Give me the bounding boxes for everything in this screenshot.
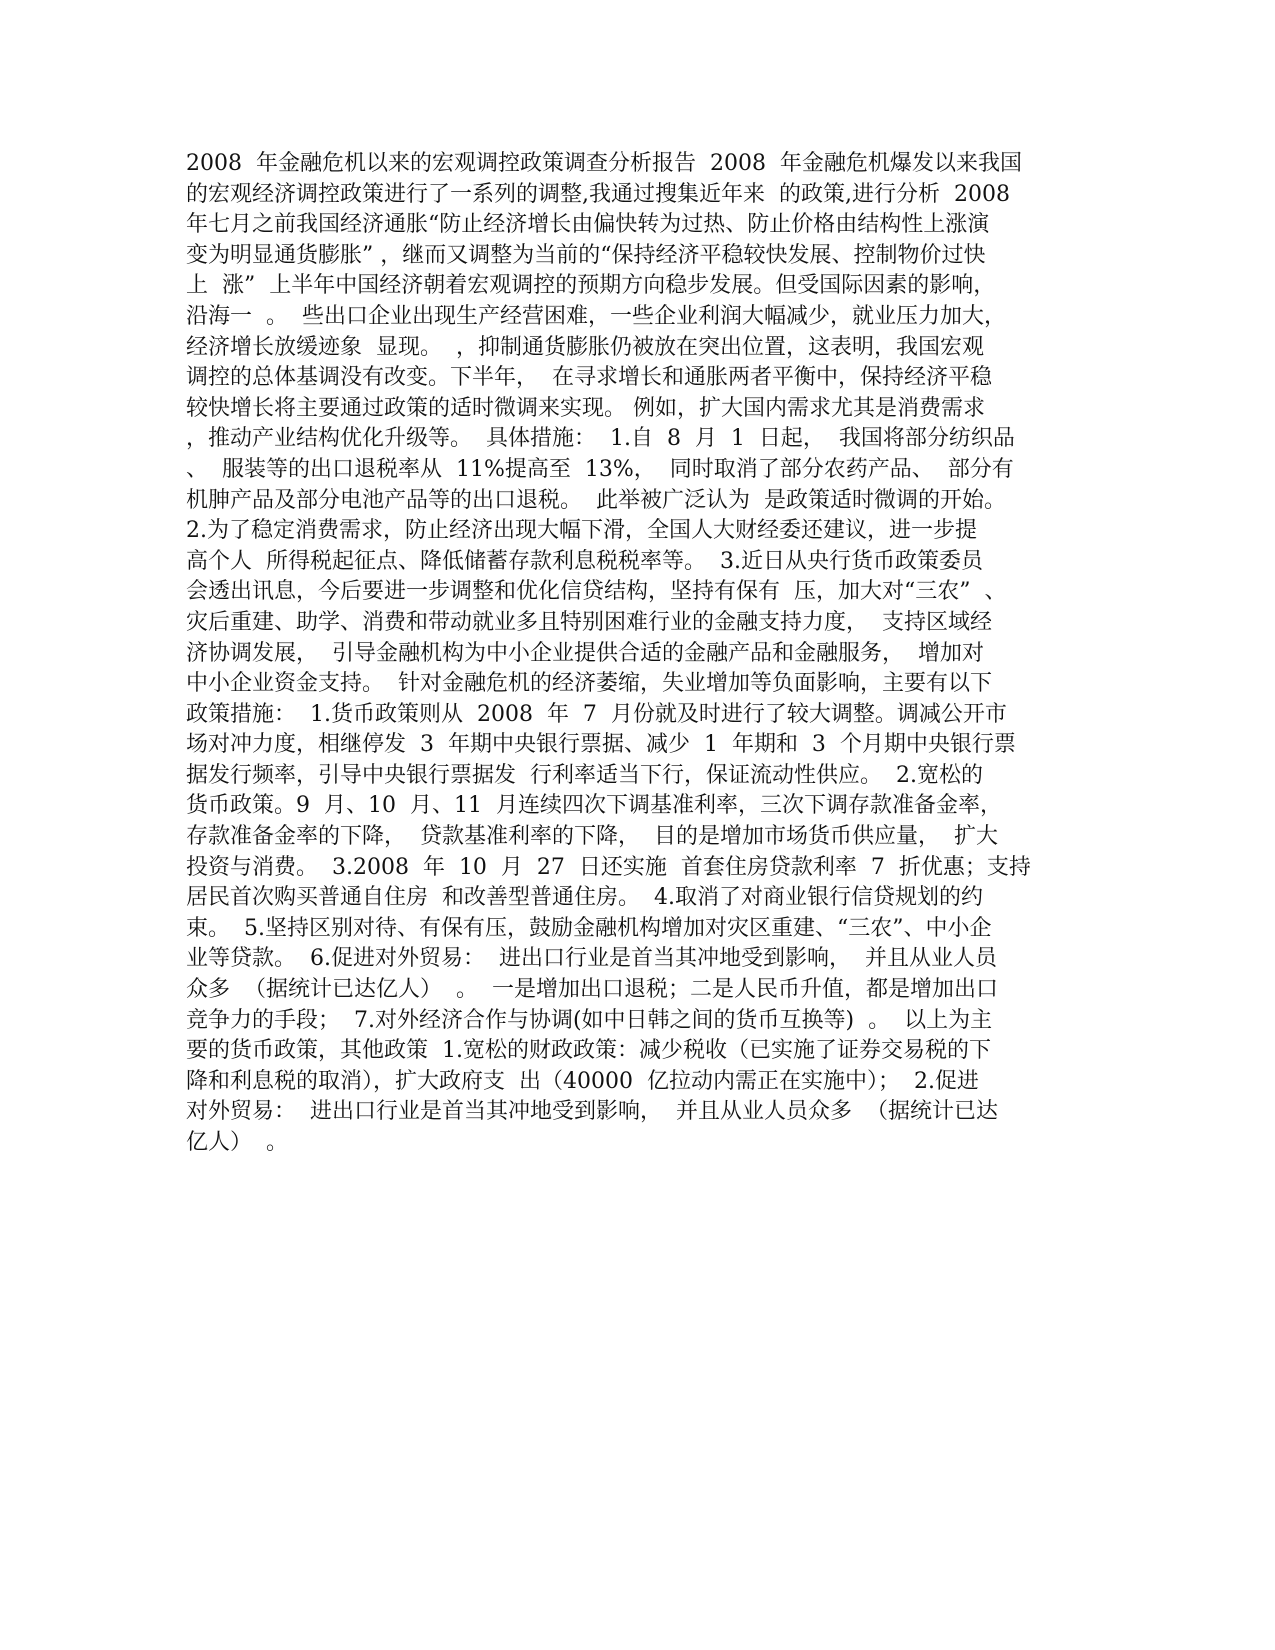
text-line: 束。 5.坚持区别对待、有保有压，鼓励金融机构增加对灾区重建、“三农”、中小企 [186,915,992,941]
text-line: 对外贸易： 进出口行业是首当其冲地受到影响， 并且从业人员众多 （据统计已达 [186,1099,998,1125]
text-line: 存款准备金率的下降， 贷款基准利率的下降， 目的是增加市场货币供应量， 扩大 [186,824,998,850]
text-line: 竞争力的手段； 7.对外经济合作与协调(如中日韩之间的货币互换等) 。 以上为主 [186,1007,993,1033]
text-line: 年七月之前我国经济通胀“防止经济增长由偏快转为过热、防止价格由结构性上涨演 [186,212,990,238]
text-line: 上 涨” 上半年中国经济朝着宏观调控的预期方向稳步发展。但受国际因素的影响， [186,273,996,299]
text-line: 调控的总体基调没有改变。下半年， 在寻求增长和通胀两者平衡中，保持经济平稳 [186,365,992,391]
text-line: 场对冲力度，相继停发 3 年期中央银行票据、减少 1 年期和 3 个月期中央银行票 [186,732,1016,758]
body-text [186,149,1091,1159]
text-line: 业等贷款。 6.促进对外贸易： 进出口行业是首当其冲地受到影响， 并且从业人员 [186,946,997,972]
text-line: 政策措施： 1.货币政策则从 2008 年 7 月份就及时进行了较大调整。调减公开市 [186,701,1007,727]
text-line: 2008 年金融危机以来的宏观调控政策调查分析报告 2008 年金融危机爆发以来我国 [186,151,1022,176]
text-line: 济协调发展， 引导金融机构为中小企业提供合适的金融产品和金融服务， 增加对 [186,640,984,666]
text-line: 灾后重建、助学、消费和带动就业多且特别困难行业的金融支持力度， 支持区域经 [186,609,992,635]
text-line: 、 服装等的出口退税率从 11%提高至 13%， 同时取消了部分农药产品、 部分有 [186,456,1014,482]
text-line: 经济增长放缓迹象 显现。 ，抑制通货膨胀仍被放在突出位置，这表明，我国宏观 [186,334,984,360]
text-line: 居民首次购买普通自住房 和改善型普通住房。 4.取消了对商业银行信贷规划的约 [186,885,983,911]
text-line: 中小企业资金支持。 针对金融危机的经济萎缩，失业增加等负面影响，主要有以下 [186,671,992,697]
text-line: 变为明显通货膨胀” ，继而又调整为当前的“保持经济平稳较快发展、控制物价过快 [186,242,986,268]
text-line: 较快增长将主要通过政策的适时微调来实现。 例如，扩大国内需求尤其是消费需求 [186,395,985,421]
text-line: 2.为了稳定消费需求，防止经济出现大幅下滑，全国人大财经委还建议，进一步提 [186,518,977,544]
text-line: 货币政策。9 月、10 月、11 月连续四次下调基准利率，三次下调存款准备金率， [186,793,1002,819]
text-line: 的宏观经济调控政策进行了一系列的调整,我通过搜集近年来 的政策,进行分析 2008 [186,181,1010,207]
text-line: 沿海一 。 些出口企业出现生产经营困难，一些企业利润大幅减少，就业压力加大， [186,303,1006,329]
text-line: 高个人 所得税起征点、降低储蓄存款利息税税率等。 3.近日从央行货币政策委员 [186,548,983,574]
text-line: 机胂产品及部分电池产品等的出口退税。 此举被广泛认为 是政策适时微调的开始。 [186,487,1006,513]
text-line: 要的货币政策，其他政策 1.宽松的财政政策：减少税收（已实施了证券交易税的下 [186,1038,991,1064]
text-line: ，推动产业结构优化升级等。 具体措施： 1.自 8 月 1 日起， 我国将部分纺织品 [186,426,1015,452]
text-line: 亿人） 。 [186,1130,288,1155]
text-line: 降和利息税的取消），扩大政府支 出（40000 亿拉动内需正在实施中）； 2.促进 [186,1068,979,1094]
text-line: 会透出讯息，今后要进一步调整和优化信贷结构，坚持有保有 压，加大对“三农” 、 [186,579,1007,605]
text-line: 据发行频率，引导中央银行票据发 行利率适当下行，保证流动性供应。 2.宽松的 [186,762,983,788]
text-line: 投资与消费。 3.2008 年 10 月 27 日还实施 首套住房贷款利率 7 折优惠；支持 [186,854,1031,880]
text-line: 众多 （据统计已达亿人） 。 一是增加出口退税；二是人民币升值，都是增加出口 [186,977,998,1003]
